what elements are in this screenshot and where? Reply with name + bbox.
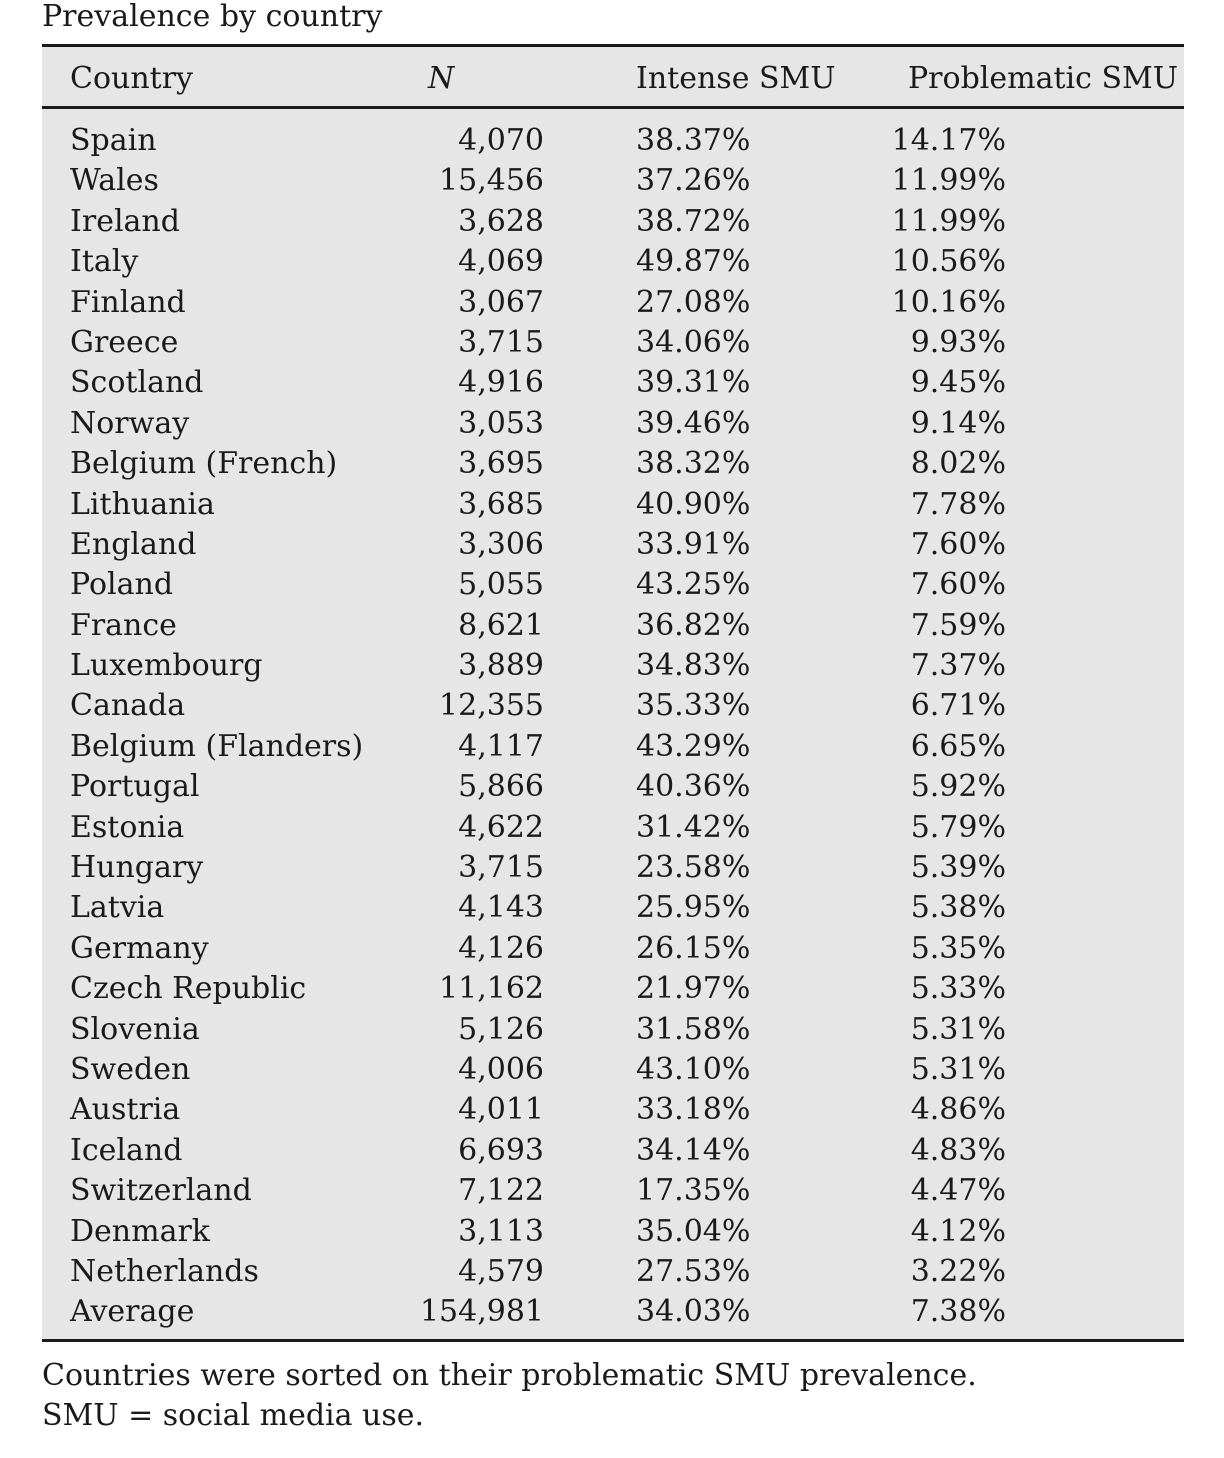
table-row: [42, 969, 1184, 1009]
cell-intense-smu: 37.26%: [636, 163, 751, 199]
cell-n: 154,981: [419, 1294, 544, 1330]
table-row: [42, 1292, 1184, 1332]
cell-problematic-smu: 5.33%: [910, 971, 1006, 1007]
cell-n: 3,628: [458, 203, 544, 239]
cell-n: 12,355: [439, 688, 544, 724]
cell-problematic-smu: 7.78%: [910, 486, 1006, 522]
cell-country: Austria: [70, 1092, 181, 1128]
cell-problematic-smu: 5.92%: [910, 769, 1006, 805]
table-row: [42, 808, 1184, 848]
cell-country: Spain: [70, 123, 157, 158]
cell-country: Finland: [70, 284, 186, 320]
cell-n: 15,456: [439, 163, 544, 199]
cell-country: Latvia: [70, 890, 165, 926]
cell-country: Belgium (Flanders): [70, 728, 364, 764]
cell-intense-smu: 38.32%: [636, 446, 751, 482]
cell-country: Slovenia: [70, 1011, 200, 1047]
cell-n: 3,067: [458, 284, 544, 320]
cell-problematic-smu: 9.45%: [910, 365, 1006, 401]
cell-n: 4,622: [458, 809, 544, 845]
table-row: [42, 1212, 1184, 1252]
table-row: [42, 1090, 1184, 1130]
cell-problematic-smu: 8.02%: [910, 446, 1006, 482]
cell-intense-smu: 34.06%: [636, 324, 751, 360]
table-note: Countries were sorted on their problematic SMU prevalence.: [42, 1358, 977, 1393]
cell-intense-smu: 43.25%: [636, 567, 751, 603]
table-body: [42, 121, 1184, 1333]
cell-problematic-smu: 11.99%: [891, 203, 1006, 239]
cell-intense-smu: 33.18%: [636, 1092, 751, 1128]
cell-intense-smu: 40.36%: [636, 769, 751, 805]
cell-n: 5,055: [458, 567, 544, 603]
cell-problematic-smu: 10.16%: [891, 284, 1006, 320]
cell-country: England: [70, 526, 197, 562]
cell-n: 3,685: [458, 486, 544, 522]
cell-problematic-smu: 9.14%: [910, 405, 1006, 441]
cell-problematic-smu: 11.99%: [891, 163, 1006, 199]
table-row: [42, 929, 1184, 969]
cell-problematic-smu: 5.35%: [910, 930, 1006, 966]
cell-intense-smu: 49.87%: [636, 244, 751, 280]
cell-n: 4,006: [458, 1051, 544, 1087]
header-intense-smu: Intense SMU: [636, 61, 836, 96]
header-n: N: [428, 61, 455, 96]
cell-n: 3,306: [458, 526, 544, 562]
cell-problematic-smu: 10.56%: [891, 244, 1006, 280]
cell-n: 7,122: [458, 1173, 544, 1209]
cell-country: Scotland: [70, 365, 204, 401]
table-row: [42, 283, 1184, 323]
cell-country: Netherlands: [70, 1253, 259, 1289]
table-row: [42, 888, 1184, 928]
cell-country: Ireland: [70, 203, 180, 239]
cell-intense-smu: 23.58%: [636, 850, 751, 886]
cell-problematic-smu: 5.38%: [910, 890, 1006, 926]
table-row: [42, 1171, 1184, 1211]
cell-country: France: [70, 607, 177, 643]
cell-intense-smu: 31.58%: [636, 1011, 751, 1047]
header-problematic-smu: Problematic SMU: [908, 61, 1179, 96]
cell-country: Estonia: [70, 809, 185, 845]
table-note: SMU = social media use.: [42, 1398, 425, 1433]
cell-n: 4,126: [458, 930, 544, 966]
cell-n: 4,117: [458, 728, 544, 764]
table-header-row: [42, 47, 1184, 109]
cell-intense-smu: 26.15%: [636, 930, 751, 966]
cell-problematic-smu: 7.37%: [910, 648, 1006, 684]
cell-country: Iceland: [70, 1132, 183, 1168]
cell-problematic-smu: 5.79%: [910, 809, 1006, 845]
table-row: [42, 323, 1184, 363]
table-row: [42, 606, 1184, 646]
cell-problematic-smu: 5.39%: [910, 850, 1006, 886]
cell-country: Norway: [70, 405, 190, 441]
cell-country: Luxembourg: [70, 648, 263, 684]
cell-problematic-smu: 7.60%: [910, 567, 1006, 603]
cell-n: 4,011: [458, 1092, 544, 1128]
cell-intense-smu: 27.53%: [636, 1253, 751, 1289]
cell-intense-smu: 35.33%: [636, 688, 751, 724]
cell-problematic-smu: 9.93%: [910, 324, 1006, 360]
table-row: [42, 686, 1184, 726]
cell-n: 4,579: [458, 1253, 544, 1289]
cell-n: 4,143: [458, 890, 544, 926]
table-row: [42, 444, 1184, 484]
cell-problematic-smu: 4.86%: [910, 1092, 1006, 1128]
table-caption: Prevalence by country: [42, 0, 383, 34]
cell-problematic-smu: 7.60%: [910, 526, 1006, 562]
table-notes: [42, 1356, 977, 1436]
cell-intense-smu: 36.82%: [636, 607, 751, 643]
cell-n: 6,693: [458, 1132, 544, 1168]
cell-problematic-smu: 4.12%: [910, 1213, 1006, 1249]
cell-country: Italy: [70, 244, 139, 280]
cell-intense-smu: 17.35%: [636, 1173, 751, 1209]
table-row: [42, 1050, 1184, 1090]
header-country: Country: [70, 61, 194, 96]
table-row: [42, 485, 1184, 525]
cell-problematic-smu: 5.31%: [910, 1011, 1006, 1047]
cell-n: 4,070: [458, 123, 544, 158]
cell-n: 3,889: [458, 648, 544, 684]
cell-n: 3,715: [458, 324, 544, 360]
cell-problematic-smu: 3.22%: [910, 1253, 1006, 1289]
cell-country: Sweden: [70, 1051, 191, 1087]
table-row: [42, 767, 1184, 807]
cell-country: Wales: [70, 163, 159, 199]
cell-intense-smu: 38.72%: [636, 203, 751, 239]
table-row: [42, 242, 1184, 282]
cell-n: 5,126: [458, 1011, 544, 1047]
cell-problematic-smu: 5.31%: [910, 1051, 1006, 1087]
table-row: [42, 121, 1184, 161]
cell-intense-smu: 34.83%: [636, 648, 751, 684]
table-row: [42, 848, 1184, 888]
cell-intense-smu: 21.97%: [636, 971, 751, 1007]
table-row: [42, 646, 1184, 686]
cell-country: Portugal: [70, 769, 200, 805]
cell-intense-smu: 38.37%: [636, 123, 751, 158]
table-row: [42, 363, 1184, 403]
cell-country: Lithuania: [70, 486, 215, 522]
cell-intense-smu: 40.90%: [636, 486, 751, 522]
cell-intense-smu: 33.91%: [636, 526, 751, 562]
cell-intense-smu: 25.95%: [636, 890, 751, 926]
cell-intense-smu: 31.42%: [636, 809, 751, 845]
table-row: [42, 161, 1184, 201]
cell-n: 5,866: [458, 769, 544, 805]
table-row: [42, 1252, 1184, 1292]
cell-n: 4,069: [458, 244, 544, 280]
cell-country: Poland: [70, 567, 174, 603]
cell-country: Average: [70, 1294, 195, 1330]
cell-country: Germany: [70, 930, 209, 966]
table-row: [42, 565, 1184, 605]
table-row: [42, 1131, 1184, 1171]
cell-country: Switzerland: [70, 1173, 252, 1209]
cell-n: 3,695: [458, 446, 544, 482]
cell-n: 11,162: [439, 971, 544, 1007]
cell-problematic-smu: 6.65%: [910, 728, 1006, 764]
cell-country: Canada: [70, 688, 186, 724]
cell-intense-smu: 27.08%: [636, 284, 751, 320]
cell-country: Denmark: [70, 1213, 210, 1249]
table-row: [42, 404, 1184, 444]
cell-n: 8,621: [458, 607, 544, 643]
cell-country: Czech Republic: [70, 971, 307, 1007]
cell-problematic-smu: 7.38%: [910, 1294, 1006, 1330]
cell-intense-smu: 39.46%: [636, 405, 751, 441]
cell-intense-smu: 43.29%: [636, 728, 751, 764]
cell-n: 4,916: [458, 365, 544, 401]
cell-n: 3,715: [458, 850, 544, 886]
cell-problematic-smu: 14.17%: [891, 123, 1006, 158]
cell-n: 3,113: [458, 1213, 544, 1249]
cell-problematic-smu: 4.47%: [910, 1173, 1006, 1209]
table-row: [42, 727, 1184, 767]
table-row: [42, 525, 1184, 565]
cell-country: Belgium (French): [70, 446, 338, 482]
cell-n: 3,053: [458, 405, 544, 441]
cell-problematic-smu: 6.71%: [910, 688, 1006, 724]
cell-intense-smu: 34.14%: [636, 1132, 751, 1168]
cell-intense-smu: 34.03%: [636, 1294, 751, 1330]
cell-intense-smu: 39.31%: [636, 365, 751, 401]
cell-intense-smu: 43.10%: [636, 1051, 751, 1087]
cell-problematic-smu: 7.59%: [910, 607, 1006, 643]
table-row: [42, 202, 1184, 242]
cell-country: Greece: [70, 324, 179, 360]
cell-problematic-smu: 4.83%: [910, 1132, 1006, 1168]
table-row: [42, 1010, 1184, 1050]
cell-country: Hungary: [70, 850, 204, 886]
prevalence-table: [42, 44, 1184, 1342]
cell-intense-smu: 35.04%: [636, 1213, 751, 1249]
